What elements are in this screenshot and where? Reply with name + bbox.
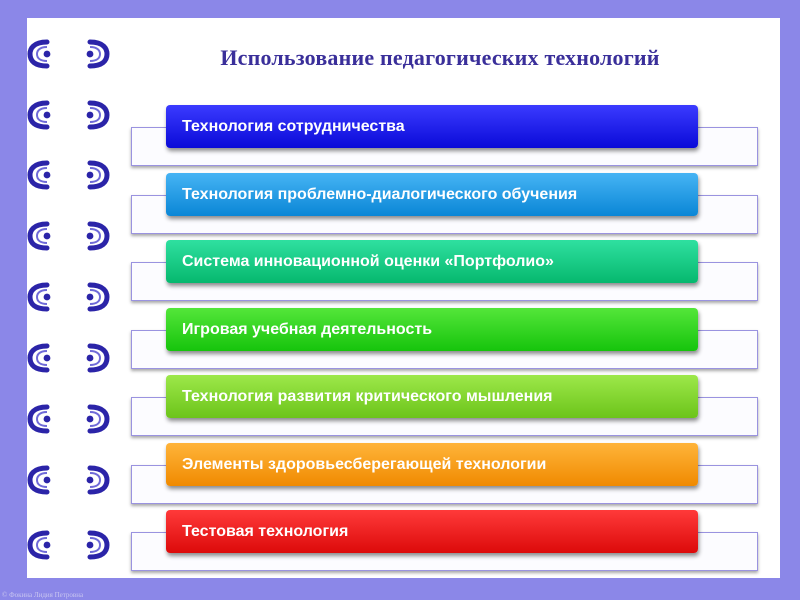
spiral-ring-icon — [25, 219, 115, 253]
list-item-label: Технология проблемно-диалогического обучения — [182, 186, 578, 203]
list-item — [166, 308, 698, 351]
list-item-label: Система инновационной оценки «Портфолио» — [182, 253, 554, 270]
spiral-ring-icon — [25, 463, 115, 497]
slide-title: Использование педагогических технологий — [220, 45, 660, 70]
list-item-label: Элементы здоровьесберегающей технологии — [182, 456, 547, 473]
spiral-ring-icon — [25, 341, 115, 375]
spiral-ring-icon — [25, 280, 115, 314]
spiral-ring-icon — [25, 37, 115, 71]
spiral-ring-icon — [25, 158, 115, 192]
list-item — [166, 105, 698, 148]
spiral-ring-icon — [25, 98, 115, 132]
spiral-ring-icon — [25, 528, 115, 562]
list-item — [166, 443, 698, 486]
spiral-ring-icon — [25, 402, 115, 436]
list-item-label: Игровая учебная деятельность — [182, 321, 433, 338]
list-item — [166, 173, 698, 216]
list-item-label: Технология развития критического мышления — [182, 388, 553, 405]
list-item — [166, 240, 698, 283]
footer-credit: © Фокина Лидия Петровна — [2, 591, 84, 599]
list-item-label: Технология сотрудничества — [182, 118, 405, 135]
list-item — [166, 510, 698, 553]
list-item-label: Тестовая технология — [182, 523, 349, 540]
list-item — [166, 375, 698, 418]
